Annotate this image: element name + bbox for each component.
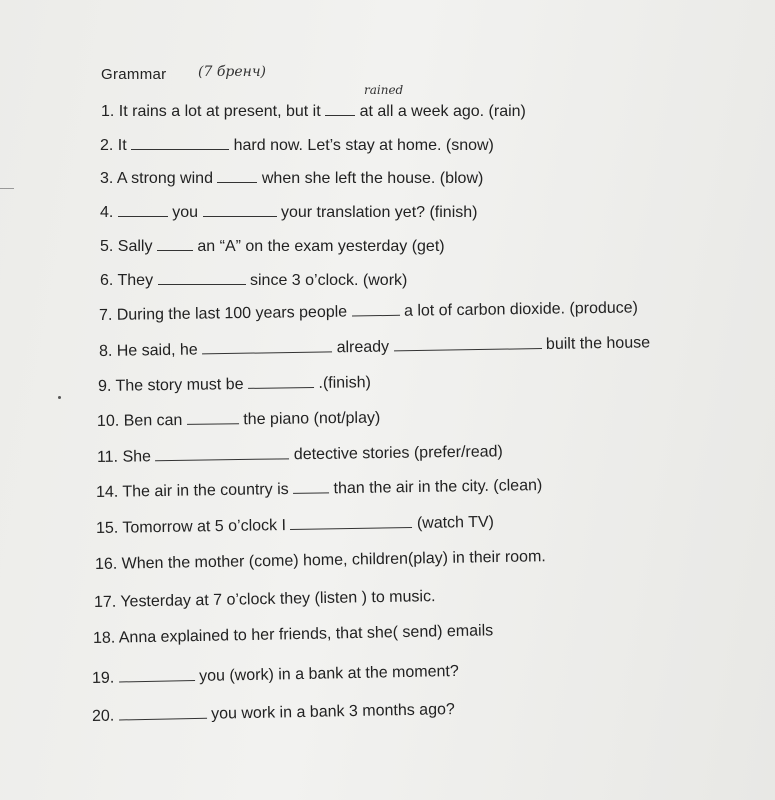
answer-blank	[118, 202, 168, 217]
item-text: (watch TV)	[416, 513, 495, 532]
exercise-item-14	[96, 475, 543, 502]
item-text: since 3 o’clock. (work)	[249, 272, 408, 289]
answer-blank	[248, 373, 314, 389]
item-text: 15. Tomorrow at 5 o’clock I	[95, 517, 287, 537]
item-text: at all a week ago. (rain)	[359, 103, 526, 120]
exercise-item-18	[93, 622, 494, 648]
item-text: 8. He said, he	[98, 341, 198, 360]
margin-dot	[58, 396, 61, 399]
answer-blank	[325, 101, 355, 116]
answer-blank	[119, 704, 207, 721]
item-text: a lot of carbon dioxide. (produce)	[403, 299, 639, 320]
exercise-item-6	[100, 270, 407, 290]
answer-blank	[290, 513, 412, 530]
answer-blank	[157, 236, 193, 251]
answer-blank	[203, 202, 277, 217]
item-text: an “A” on the exam yesterday (get)	[197, 238, 445, 255]
item-text: 9. The story must be	[97, 375, 244, 395]
item-text: you work in a bank 3 months ago?	[210, 701, 455, 723]
answer-blank	[202, 337, 332, 354]
item-text: 5. Sally	[100, 238, 153, 255]
item-text: 14. The air in the country is	[95, 480, 289, 501]
handwritten-answer: rained	[364, 83, 404, 97]
answer-blank	[351, 301, 399, 317]
item-text: your translation yet? (finish)	[280, 204, 478, 221]
item-text: 7. During the last 100 years people	[98, 303, 348, 324]
answer-blank	[158, 270, 246, 285]
item-text: 4.	[100, 204, 114, 221]
item-text: hard now. Let’s stay at home. (snow)	[233, 137, 494, 154]
item-text: detective stories (prefer/read)	[293, 443, 503, 464]
exercise-item-1	[101, 101, 526, 121]
item-text: 11. She	[96, 448, 152, 466]
item-text: 3. A strong wind	[100, 170, 213, 187]
answer-blank	[293, 478, 329, 494]
exercise-item-17	[94, 588, 436, 612]
answer-blank	[217, 168, 257, 183]
item-text: the piano (not/play)	[243, 409, 381, 429]
worksheet-title: Grammar	[101, 66, 167, 83]
exercise-item-5	[100, 236, 445, 256]
answer-blank	[131, 135, 229, 150]
item-text: 2. It	[100, 137, 127, 154]
handwritten-title-note: (7 бренч)	[198, 64, 267, 80]
answer-blank	[119, 666, 195, 682]
exercise-item-2	[100, 135, 494, 155]
item-text: built the house	[545, 334, 651, 353]
exercise-item-20	[92, 699, 455, 726]
item-text: 19.	[91, 669, 115, 687]
exercise-item-19	[92, 661, 459, 688]
item-text: 6. They	[100, 272, 154, 289]
exercise-item-3	[100, 168, 483, 188]
exercise-item-16	[95, 548, 546, 574]
item-text: .(finish)	[318, 374, 372, 392]
item-text: when she left the house. (blow)	[261, 170, 484, 187]
answer-blank	[393, 334, 541, 351]
item-text: already	[336, 338, 390, 357]
exercise-item-7	[99, 297, 638, 325]
item-text: 1. It rains a lot at present, but it	[101, 103, 321, 120]
item-text: 20.	[91, 707, 115, 725]
item-text: you	[172, 204, 199, 221]
exercise-item-11	[97, 441, 503, 467]
item-text: you (work) in a bank at the moment?	[198, 662, 459, 685]
margin-mark	[0, 188, 14, 189]
exercise-item-10	[97, 408, 381, 431]
item-text: 10. Ben can	[96, 411, 183, 430]
answer-blank	[187, 409, 239, 425]
exercise-item-8	[99, 332, 650, 361]
exercise-item-15	[96, 512, 494, 538]
item-text: 17. Yesterday at 7 o’clock they (listen ) to music.	[93, 588, 436, 611]
item-text: 18. Anna explained to her friends, that she( send) emails	[92, 622, 494, 647]
answer-blank	[155, 444, 289, 461]
exercise-item-9	[98, 372, 371, 396]
exercise-item-4	[100, 202, 477, 222]
item-text: than the air in the city. (clean)	[333, 476, 543, 498]
item-text: 16. When the mother (come) home, children(play) in their room.	[94, 548, 546, 573]
